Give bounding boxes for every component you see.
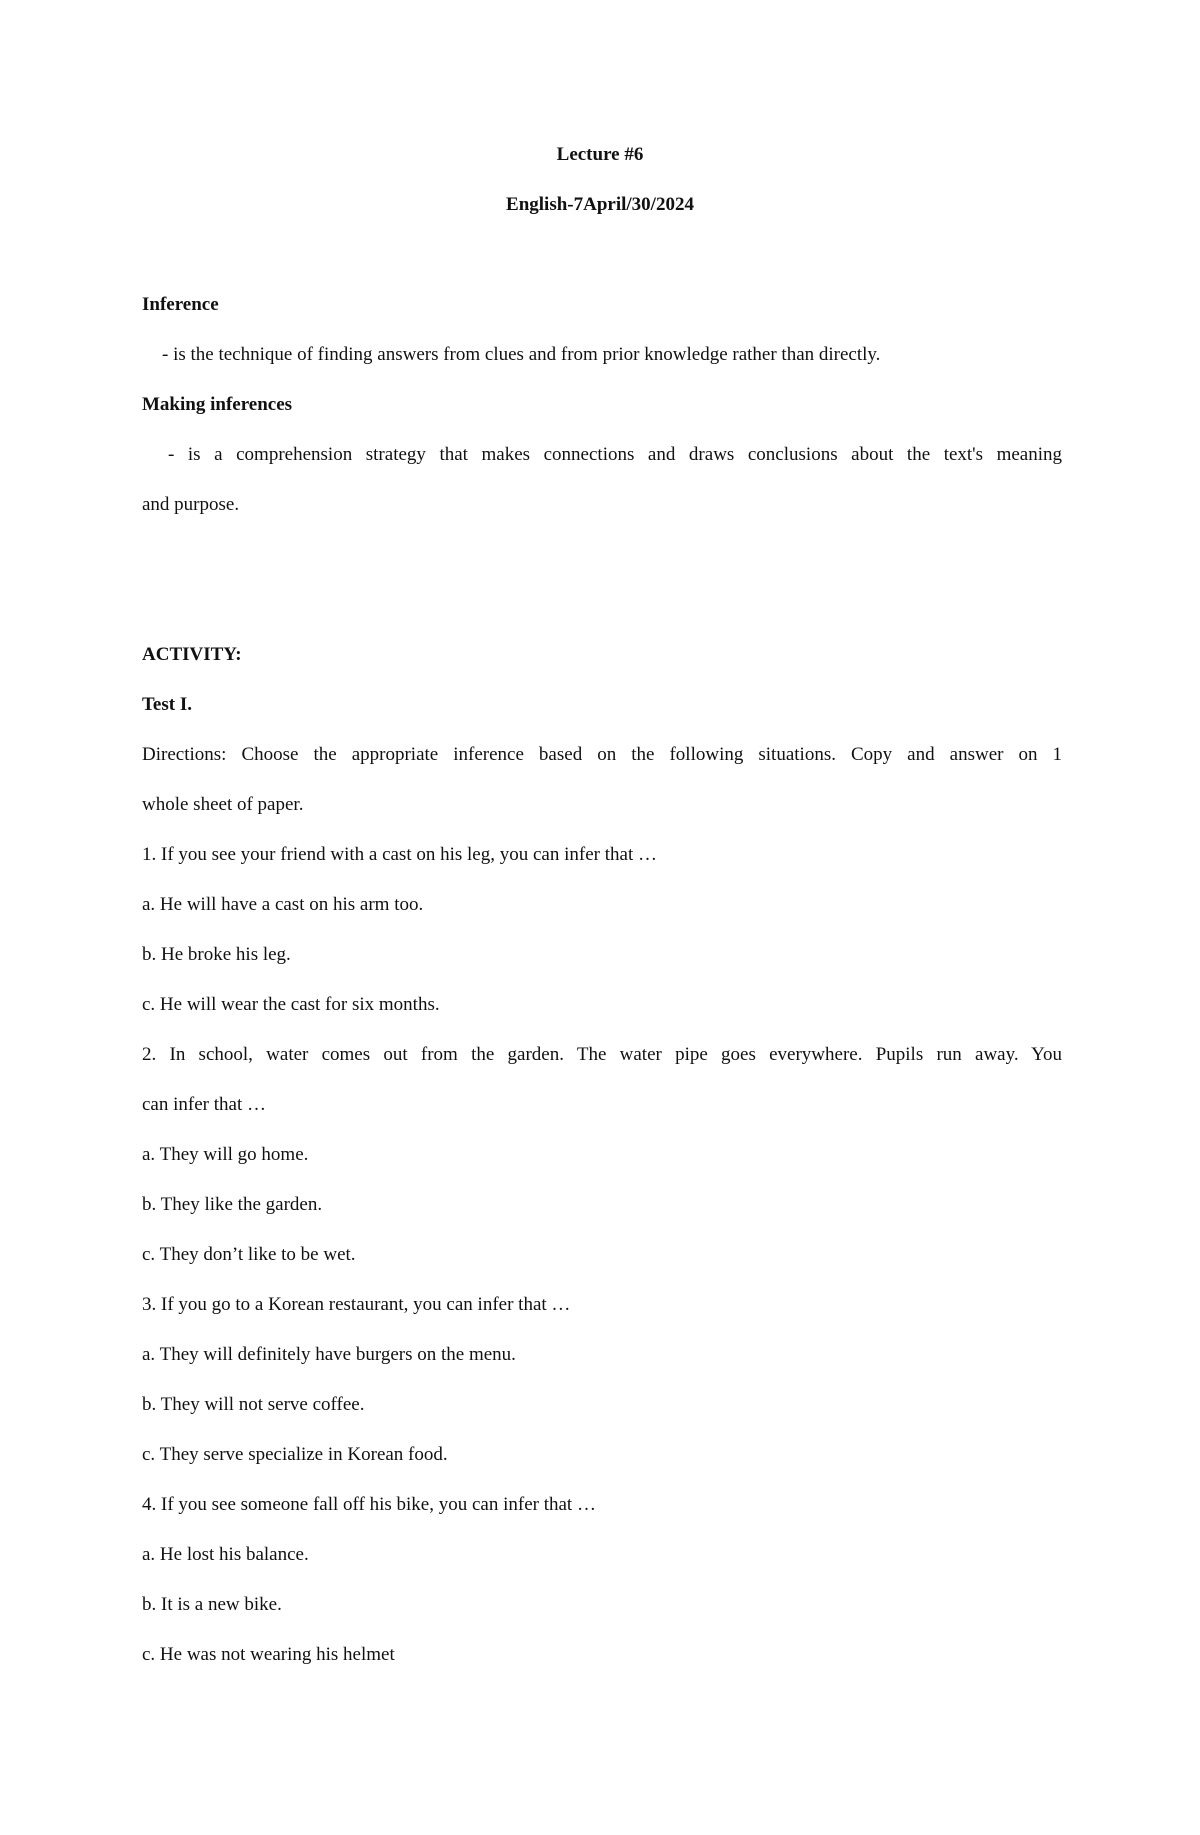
question-1-option-b: b. He broke his leg. [142,944,291,965]
inference-heading: Inference [142,294,219,315]
course-date: English-7April/30/2024 [506,194,694,215]
question-3-option-c: c. They serve specialize in Korean food. [142,1444,448,1465]
question-4-option-c: c. He was not wearing his helmet [142,1644,395,1665]
question-1-option-a: a. He will have a cast on his arm too. [142,894,424,915]
question-2-option-c: c. They don’t like to be wet. [142,1244,356,1265]
question-4-option-b: b. It is a new bike. [142,1594,282,1615]
inference-definition: - is the technique of finding answers from clues and from prior knowledge rather than directly. [162,344,881,365]
activity-heading: ACTIVITY: [142,644,242,665]
question-4-option-a: a. He lost his balance. [142,1544,309,1565]
question-3-option-a: a. They will definitely have burgers on the menu. [142,1344,516,1365]
question-1: 1. If you see your friend with a cast on his leg, you can infer that … [142,844,657,865]
making-inferences-heading: Making inferences [142,394,293,415]
question-2-option-a: a. They will go home. [142,1144,309,1165]
question-2-option-b: b. They like the garden. [142,1194,323,1215]
directions-line1: Directions: Choose the appropriate inference based on the following situations. Copy and answer on 1 [142,744,1062,765]
question-3: 3. If you go to a Korean restaurant, you can infer that … [142,1294,571,1315]
directions-line2: whole sheet of paper. [142,794,304,815]
question-3-option-b: b. They will not serve coffee. [142,1394,365,1415]
question-2-line2: can infer that … [142,1094,266,1115]
test-heading: Test I. [142,694,192,715]
lecture-title: Lecture #6 [556,144,644,165]
question-1-option-c: c. He will wear the cast for six months. [142,994,440,1015]
making-inferences-definition-line2: and purpose. [142,494,240,515]
question-4: 4. If you see someone fall off his bike, you can infer that … [142,1494,596,1515]
making-inferences-definition-line1: - is a comprehension strategy that makes connections and draws conclusions about the text's meaning [168,444,1062,465]
question-2-line1: 2. In school, water comes out from the garden. The water pipe goes everywhere. Pupils run away. You [142,1044,1062,1065]
